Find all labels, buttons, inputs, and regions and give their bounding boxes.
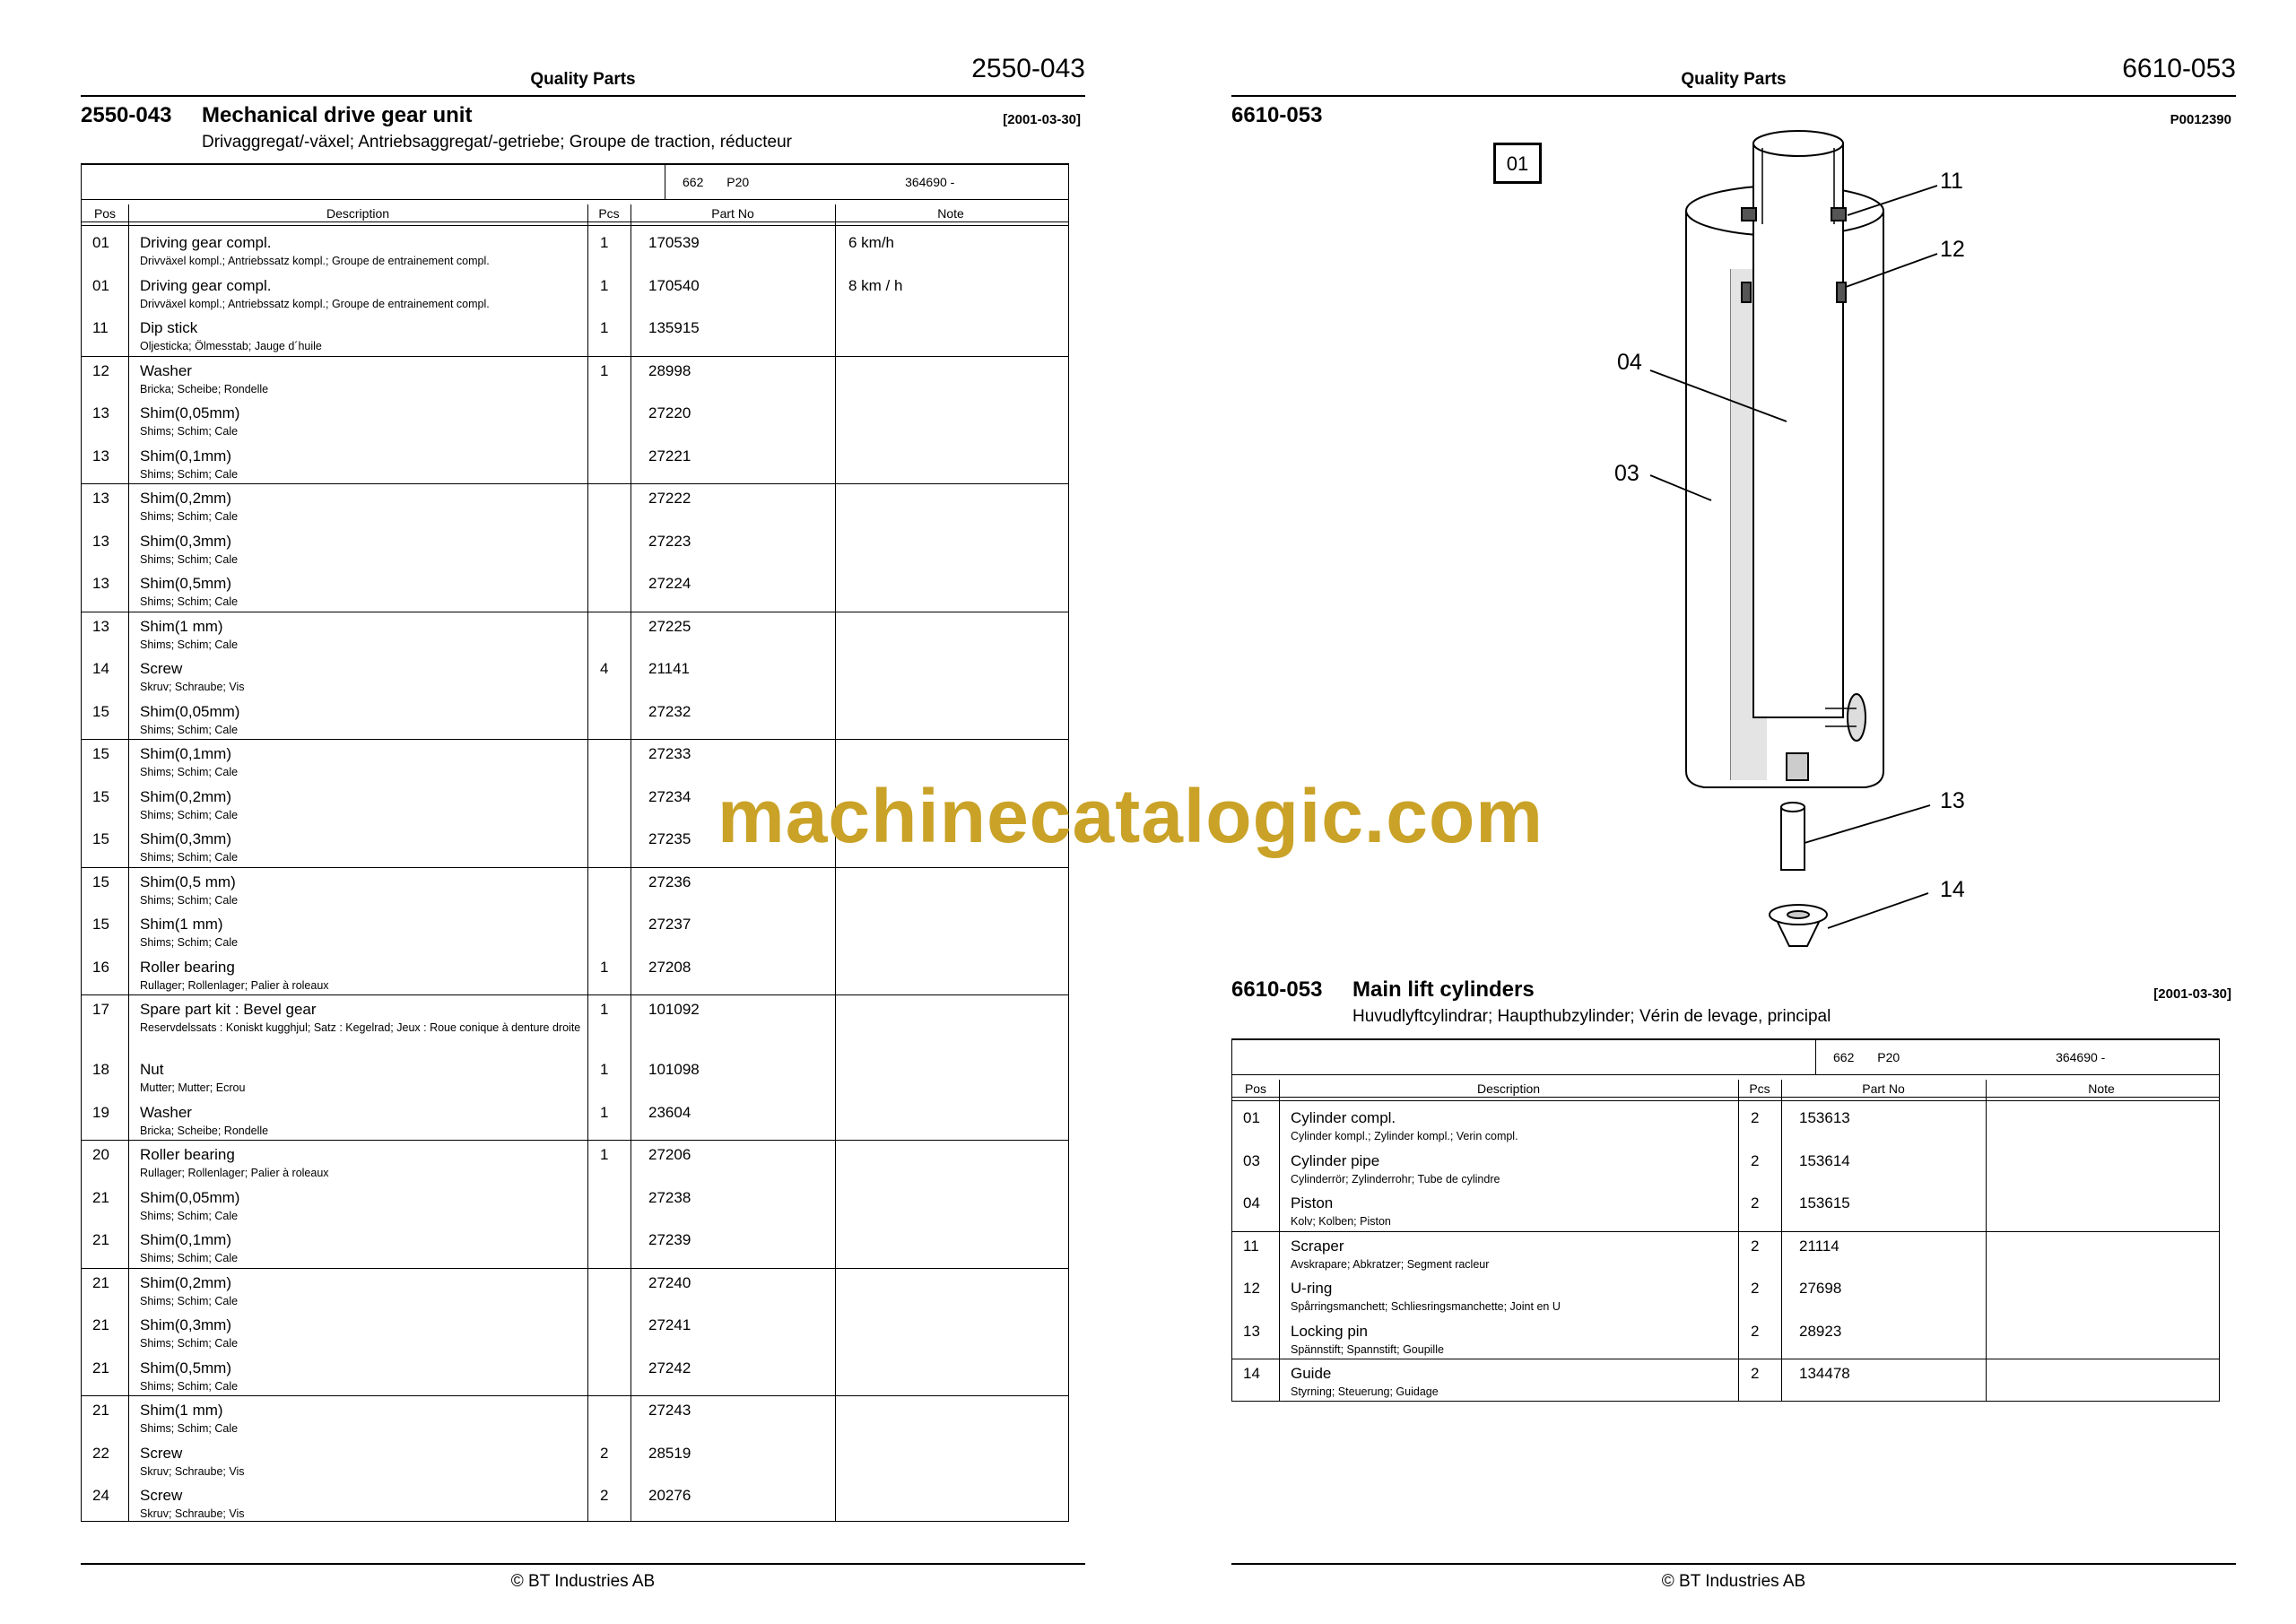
row-translation: Shims; Schim; Cale: [140, 1422, 239, 1435]
col-description: Description: [326, 206, 390, 221]
row-pcs: 2: [1751, 1151, 1760, 1169]
page-number: 6610-053: [2122, 54, 2236, 83]
table-header: [1232, 1080, 2219, 1098]
row-pcs: 1: [600, 1146, 609, 1163]
row-pcs: 1: [600, 361, 609, 379]
row-part-no: 27239: [648, 1231, 691, 1248]
row-pos: 21: [92, 1316, 109, 1333]
row-translation: Rullager; Rollenlager; Palier à roleaux: [140, 978, 329, 992]
row-pcs: 1: [600, 1061, 609, 1078]
section-heading: [1231, 977, 2236, 1031]
footer-copyright: © BT Industries AB: [1661, 1572, 1806, 1591]
row-translation: Drivväxel kompl.; Antriebssatz kompl.; Groupe de entrainement compl.: [140, 297, 490, 310]
row-pcs: 1: [600, 958, 609, 976]
section-subtitle: Drivaggregat/-växel; Antriebsaggregat/-getriebe; Groupe de traction, réducteur: [202, 133, 792, 152]
row-pos: 11: [1243, 1237, 1259, 1255]
col-part-no: Part No: [711, 206, 754, 221]
footer-copyright: © BT Industries AB: [510, 1572, 656, 1591]
row-pcs: 2: [1751, 1237, 1760, 1255]
model-row: [82, 165, 1068, 200]
row-translation: Shims; Schim; Cale: [140, 510, 239, 523]
row-part-no: 27206: [648, 1146, 691, 1163]
group-divider: [82, 739, 1068, 740]
table-row: [1232, 1318, 2219, 1361]
header-rule: [1231, 95, 2236, 97]
watermark-text: machinecatalogic.com: [718, 774, 1544, 858]
col-pcs: Pcs: [598, 206, 620, 221]
row-pos: 17: [92, 1001, 109, 1018]
section-code: 2550-043: [81, 103, 172, 127]
row-translation: Spännstift; Spannstift; Goupille: [1291, 1342, 1444, 1356]
row-pos: 01: [92, 276, 109, 294]
row-pos: 15: [92, 702, 109, 720]
row-note: 6 km/h: [848, 234, 895, 251]
section-subtitle: Huvudlyftcylindrar; Haupthubzylinder; Vérin de levage, principal: [1352, 1007, 1831, 1026]
row-part-no: 27223: [648, 532, 691, 550]
row-pos: 13: [1243, 1322, 1260, 1340]
row-pos: 01: [92, 234, 109, 251]
row-part-no: 28519: [648, 1444, 691, 1462]
row-pos: 21: [92, 1359, 109, 1376]
row-part-no: 28923: [1799, 1322, 1842, 1340]
row-description: Shim(0,1mm): [140, 745, 232, 762]
row-translation: Rullager; Rollenlager; Palier à roleaux: [140, 1167, 329, 1179]
row-description: Piston: [1291, 1194, 1334, 1211]
row-translation: Bricka; Scheibe; Rondelle: [140, 1124, 269, 1137]
row-pos: 13: [92, 447, 109, 465]
parts-table: [1231, 1038, 2220, 1402]
col-pos: Pos: [93, 206, 117, 221]
row-translation: Drivväxel kompl.; Antriebssatz kompl.; Groupe de entrainement compl.: [140, 255, 490, 267]
section-title: Mechanical drive gear unit: [202, 103, 473, 127]
row-pos: 18: [92, 1061, 109, 1078]
row-description: Shim(0,1mm): [140, 447, 232, 465]
row-pcs: 4: [600, 660, 609, 677]
group-divider: [82, 1268, 1068, 1269]
row-translation: Shims; Schim; Cale: [140, 808, 239, 821]
section-code: 6610-053: [1231, 977, 1323, 1002]
row-description: Driving gear compl.: [140, 276, 272, 294]
row-description: Screw: [140, 660, 183, 677]
row-part-no: 27222: [648, 490, 691, 507]
row-translation: Cylinder kompl.; Zylinder kompl.; Verin compl.: [1291, 1130, 1518, 1142]
row-part-no: 27234: [648, 787, 691, 805]
row-translation: Cylinderrör; Zylinderrohr; Tube de cylindre: [1291, 1172, 1500, 1185]
section-title: Main lift cylinders: [1352, 977, 1535, 1002]
row-pos: 12: [1243, 1280, 1260, 1297]
row-pos: 04: [1243, 1194, 1260, 1211]
row-pcs: 1: [600, 1103, 609, 1121]
row-pos: 01: [1243, 1109, 1260, 1126]
row-pos: 13: [92, 404, 109, 421]
figure-index: 01: [1506, 152, 1529, 175]
row-pcs: 2: [1751, 1322, 1760, 1340]
table-row: [1232, 1360, 2219, 1403]
row-pcs: 1: [600, 319, 609, 336]
row-description: Locking pin: [1291, 1322, 1369, 1340]
row-description: Shim(0,3mm): [140, 830, 232, 847]
row-part-no: 153613: [1799, 1109, 1850, 1126]
col-part-no: Part No: [1862, 1081, 1905, 1096]
row-pos: 15: [92, 787, 109, 805]
row-pcs: 2: [1751, 1365, 1760, 1382]
row-part-no: 21141: [648, 660, 691, 677]
row-translation: Shims; Schim; Cale: [140, 1294, 239, 1307]
row-translation: Shims; Schim; Cale: [140, 467, 239, 481]
row-translation: Styrning; Steuerung; Guidage: [1291, 1385, 1439, 1398]
callout-03: 03: [1614, 461, 1639, 486]
figure-index-box: [1493, 143, 1542, 184]
row-pos: 24: [92, 1487, 109, 1504]
row-part-no: 153614: [1799, 1151, 1850, 1169]
row-translation: Skruv; Schraube; Vis: [140, 681, 245, 693]
row-part-no: 135915: [648, 319, 700, 336]
table-row: [1232, 1105, 2219, 1148]
group-divider: [82, 483, 1068, 484]
row-part-no: 23604: [648, 1103, 691, 1121]
row-description: Shim(0,05mm): [140, 702, 240, 720]
row-translation: Oljesticka; Ölmesstab; Jauge d´huile: [140, 340, 322, 352]
row-translation: Skruv; Schraube; Vis: [140, 1464, 245, 1478]
row-description: U-ring: [1291, 1280, 1333, 1297]
row-pos: 16: [92, 958, 109, 976]
row-pcs: 1: [600, 1001, 609, 1018]
row-pos: 21: [92, 1402, 109, 1419]
page-number: 2550-043: [971, 54, 1085, 83]
callout-13: 13: [1940, 788, 1965, 813]
row-description: Washer: [140, 1103, 192, 1121]
row-part-no: 27240: [648, 1273, 691, 1291]
row-part-no: 27220: [648, 404, 691, 421]
row-pos: 15: [92, 873, 109, 890]
row-description: Shim(0,05mm): [140, 1188, 240, 1206]
row-pos: 03: [1243, 1151, 1260, 1169]
row-part-no: 27236: [648, 873, 691, 890]
row-translation: Shims; Schim; Cale: [140, 1379, 239, 1393]
row-part-no: 170540: [648, 276, 700, 294]
col-pos: Pos: [1244, 1081, 1267, 1096]
table-row: [1232, 1148, 2219, 1191]
col-note: Note: [2088, 1081, 2115, 1096]
table-header: [82, 204, 1068, 222]
model-code: 662: [1833, 1050, 1855, 1064]
row-translation: Mutter; Mutter; Ecrou: [140, 1081, 246, 1094]
row-pcs: 1: [600, 234, 609, 251]
page-header-title: Quality Parts: [530, 70, 636, 89]
row-part-no: 27242: [648, 1359, 691, 1376]
row-part-no: 27243: [648, 1402, 691, 1419]
model-row: [1232, 1040, 2219, 1075]
row-description: Shim(0,5mm): [140, 1359, 232, 1376]
row-pos: 13: [92, 617, 109, 635]
row-pcs: 2: [1751, 1194, 1760, 1211]
row-part-no: 27241: [648, 1316, 691, 1333]
row-translation: Shims; Schim; Cale: [140, 595, 239, 608]
row-translation: Spårringsmanchett; Schliesringsmanchette; Joint en U: [1291, 1300, 1561, 1313]
col-description: Description: [1476, 1081, 1541, 1096]
callout-12: 12: [1940, 237, 1965, 262]
row-description: Shim(0,3mm): [140, 532, 232, 550]
row-description: Shim(0,2mm): [140, 787, 232, 805]
row-part-no: 27224: [648, 575, 691, 592]
row-translation: Skruv; Schraube; Vis: [140, 1507, 245, 1520]
row-translation: Shims; Schim; Cale: [140, 851, 239, 864]
row-pos: 14: [1243, 1365, 1260, 1382]
row-pos: 19: [92, 1103, 109, 1121]
row-part-no: 101092: [648, 1001, 700, 1018]
row-pos: 15: [92, 830, 109, 847]
model-info: [1833, 1050, 2105, 1064]
row-description: Screw: [140, 1487, 183, 1504]
row-translation: Reservdelssats : Koniskt kugghjul; Satz : Kegelrad; Jeux : Roue conique à denture droite: [140, 1021, 581, 1034]
col-note: Note: [937, 206, 964, 221]
row-part-no: 27221: [648, 447, 691, 465]
row-pos: 20: [92, 1146, 109, 1163]
row-description: Dip stick: [140, 319, 198, 336]
row-translation: Kolv; Kolben; Piston: [1291, 1215, 1391, 1228]
row-part-no: 27238: [648, 1188, 691, 1206]
row-description: Cylinder pipe: [1291, 1151, 1380, 1169]
row-description: Screw: [140, 1444, 183, 1462]
group-divider: [82, 1395, 1068, 1396]
row-pos: 22: [92, 1444, 109, 1462]
row-translation: Bricka; Scheibe; Rondelle: [140, 382, 269, 395]
row-description: Driving gear compl.: [140, 234, 272, 251]
row-pos: 15: [92, 916, 109, 933]
row-translation: Shims; Schim; Cale: [140, 766, 239, 778]
row-pcs: 2: [600, 1444, 609, 1462]
group-divider: [82, 994, 1068, 995]
table-row: [1232, 1190, 2219, 1233]
row-translation: Shims; Schim; Cale: [140, 1337, 239, 1350]
row-description: Shim(1 mm): [140, 617, 223, 635]
row-description: Spare part kit : Bevel gear: [140, 1001, 317, 1018]
row-pos: 21: [92, 1231, 109, 1248]
row-translation: Shims; Schim; Cale: [140, 936, 239, 949]
row-part-no: 27225: [648, 617, 691, 635]
row-pos: 21: [92, 1188, 109, 1206]
row-part-no: 28998: [648, 361, 691, 379]
row-description: Shim(0,1mm): [140, 1231, 232, 1248]
row-pcs: 2: [600, 1487, 609, 1504]
model-code: 662: [683, 175, 704, 189]
row-pcs: 2: [1751, 1109, 1760, 1126]
row-part-no: 153615: [1799, 1194, 1850, 1211]
row-description: Nut: [140, 1061, 164, 1078]
row-part-no: 21114: [1799, 1237, 1839, 1255]
row-description: Shim(0,5mm): [140, 575, 232, 592]
row-pos: 21: [92, 1273, 109, 1291]
row-translation: Shims; Schim; Cale: [140, 1209, 239, 1222]
row-description: Washer: [140, 361, 192, 379]
model-info: [683, 175, 954, 189]
row-part-no: 27232: [648, 702, 691, 720]
row-translation: Shims; Schim; Cale: [140, 893, 239, 907]
row-part-no: 27233: [648, 745, 691, 762]
row-part-no: 27208: [648, 958, 691, 976]
row-part-no: 170539: [648, 234, 700, 251]
row-pcs: 1: [600, 276, 609, 294]
row-note: 8 km / h: [848, 276, 903, 294]
section-heading: [81, 103, 1085, 157]
row-pcs: 2: [1751, 1280, 1760, 1297]
section-date: [2001-03-30]: [1003, 112, 1081, 127]
row-description: Shim(0,2mm): [140, 490, 232, 507]
footer-rule: [1231, 1563, 2236, 1565]
model-variant: P20: [726, 175, 750, 189]
callout-04: 04: [1617, 350, 1642, 375]
table-row: [1232, 1233, 2219, 1276]
row-pos: 13: [92, 532, 109, 550]
row-pos: 13: [92, 490, 109, 507]
row-pos: 15: [92, 745, 109, 762]
row-part-no: 134478: [1799, 1365, 1850, 1382]
figure-reference: P0012390: [2170, 112, 2231, 127]
row-description: Guide: [1291, 1365, 1332, 1382]
section-date: [2001-03-30]: [2153, 986, 2231, 1002]
row-description: Scraper: [1291, 1237, 1344, 1255]
row-description: Cylinder compl.: [1291, 1109, 1396, 1126]
row-translation: Shims; Schim; Cale: [140, 723, 239, 736]
footer-rule: [81, 1563, 1085, 1565]
row-pos: 12: [92, 361, 109, 379]
row-description: Shim(0,3mm): [140, 1316, 232, 1333]
row-translation: Avskrapare; Abkratzer; Segment racleur: [1291, 1257, 1490, 1271]
callout-14: 14: [1940, 877, 1965, 902]
col-pcs: Pcs: [1749, 1081, 1770, 1096]
row-pos: 14: [92, 660, 109, 677]
serial-range: 364690 -: [905, 175, 955, 189]
row-translation: Shims; Schim; Cale: [140, 425, 239, 438]
row-part-no: 20276: [648, 1487, 691, 1504]
group-divider: [82, 356, 1068, 357]
table-row: [1232, 1275, 2219, 1318]
row-description: Shim(0,5 mm): [140, 873, 236, 890]
row-description: Roller bearing: [140, 958, 235, 976]
row-part-no: 101098: [648, 1061, 700, 1078]
row-description: Roller bearing: [140, 1146, 235, 1163]
figure-code: 6610-053: [1231, 103, 1323, 127]
row-description: Shim(1 mm): [140, 1402, 223, 1419]
row-description: Shim(1 mm): [140, 916, 223, 933]
page-header-title: Quality Parts: [1681, 70, 1787, 89]
row-pos: 13: [92, 575, 109, 592]
row-pos: 11: [92, 319, 109, 336]
row-description: Shim(0,05mm): [140, 404, 240, 421]
row-description: Shim(0,2mm): [140, 1273, 232, 1291]
row-translation: Shims; Schim; Cale: [140, 638, 239, 651]
row-translation: Shims; Schim; Cale: [140, 552, 239, 566]
row-part-no: 27698: [1799, 1280, 1842, 1297]
group-divider: [1232, 1231, 2219, 1232]
header-rule: [81, 95, 1085, 97]
row-translation: Shims; Schim; Cale: [140, 1252, 239, 1264]
serial-range: 364690 -: [2056, 1050, 2106, 1064]
row-part-no: 27235: [648, 830, 691, 847]
model-variant: P20: [1877, 1050, 1900, 1064]
row-part-no: 27237: [648, 916, 691, 933]
callout-11: 11: [1940, 169, 1963, 194]
group-divider: [82, 1140, 1068, 1141]
group-divider: [82, 867, 1068, 868]
